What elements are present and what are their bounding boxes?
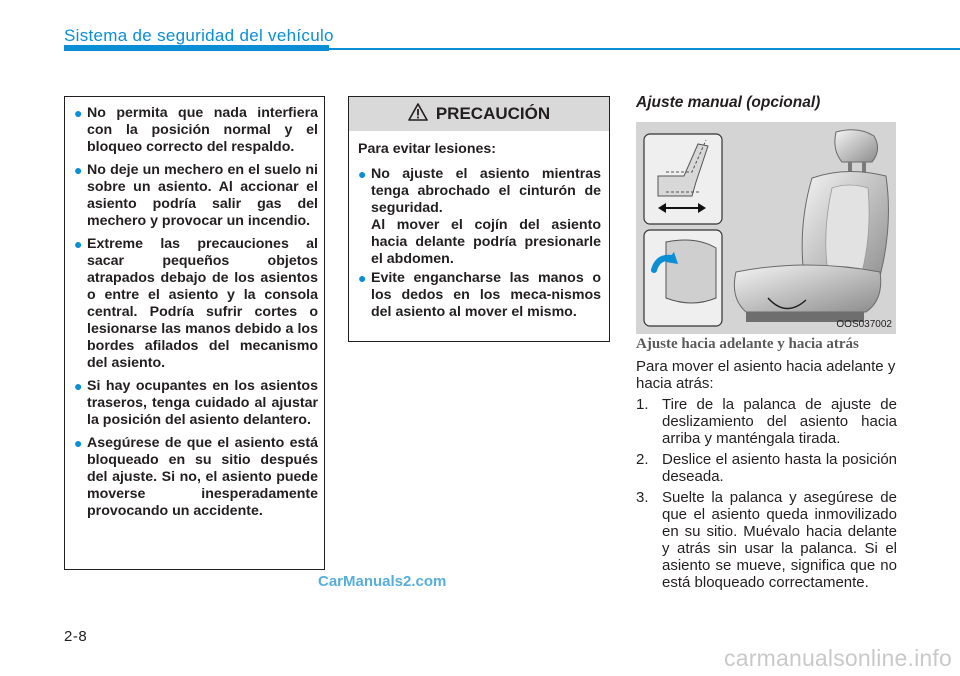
bullet-icon: ● <box>74 162 83 178</box>
seat-illustration <box>636 122 896 334</box>
section-title: Ajuste manual (opcional) <box>636 94 821 111</box>
instructions-intro: Para mover el asiento hacia adelante y hacia atrás: <box>636 358 896 392</box>
warning-item: ● No deje un mechero en el suelo ni sobre un asiento. Al accionar el asiento podría salir gas del mechero y provocar un incendio. <box>74 162 318 229</box>
precaution-item: ● No ajuste el asiento mientras tenga abrochado el cinturón de seguridad. Al mover el cojín del asiento hacia delante podría presionarle el abdomen. <box>358 166 601 267</box>
precaution-header <box>349 97 609 131</box>
warning-item: ● No permita que nada interfiera con la posición normal y el bloqueo correcto del respaldo. <box>74 105 318 155</box>
step-item: 1. Tire de la palanca de ajuste de deslizamiento del asiento hacia arriba y manténgala tirada. <box>636 396 897 447</box>
step-item: 3. Suelte la palanca y asegúrese de que el asiento queda inmovilizado en su sitio. Muévalo hacia delante y atrás sin usar la palanca. Si el asiento se mueve, significa que no está bloqueado correctamente. <box>636 489 897 591</box>
steps-list <box>636 396 897 591</box>
warning-box <box>64 96 325 570</box>
warning-item: ● Si hay ocupantes en los asientos traseros, tenga cuidado al ajustar la posición del asiento delantero. <box>74 378 318 428</box>
bullet-icon: ● <box>358 166 367 182</box>
figure-code: OOS037002 <box>836 319 892 330</box>
subheading: Ajuste hacia adelante y hacia atrás <box>636 336 859 352</box>
bullet-icon: ● <box>74 105 83 121</box>
section-header-title: Sistema de seguridad del vehículo <box>64 26 334 45</box>
precaution-intro: Para evitar lesiones: <box>358 141 497 157</box>
watermark-link[interactable]: CarManuals2.com <box>318 573 447 590</box>
warning-triangle-icon <box>408 103 428 126</box>
precaution-item: ● Evite engancharse las manos o los dedos en los meca-nismos del asiento al mover el mismo. <box>358 270 601 320</box>
instructions <box>636 358 897 595</box>
precaution-body <box>349 131 609 321</box>
header-rule <box>329 48 960 50</box>
precaution-list <box>358 166 601 321</box>
header-rule-accent <box>64 45 329 51</box>
warning-item: ● Asegúrese de que el asiento está bloqueado en su sitio después del ajuste. Si no, el asiento puede moverse inesperadamente provocando un accidente. <box>74 435 318 519</box>
warning-list <box>74 105 318 520</box>
bullet-icon: ● <box>74 236 83 252</box>
footer-watermark: carmanualsonline.info <box>724 645 952 671</box>
step-item: 2. Deslice el asiento hasta la posición deseada. <box>636 451 897 485</box>
seat-drawing <box>636 122 896 334</box>
bullet-icon: ● <box>358 270 367 286</box>
warning-item: ● Extreme las precauciones al sacar pequeños objetos atrapados debajo de los asientos o entre el asiento y la consola central. Podría sufrir cortes o lesionarse las manos debido a los bordes afilados del mecanismo del asiento. <box>74 236 318 371</box>
precaution-title: PRECAUCIÓN <box>435 104 551 123</box>
bullet-icon: ● <box>74 435 83 451</box>
precaution-box <box>348 96 610 342</box>
bullet-icon: ● <box>74 378 83 394</box>
page-number: 2-8 <box>64 628 88 645</box>
